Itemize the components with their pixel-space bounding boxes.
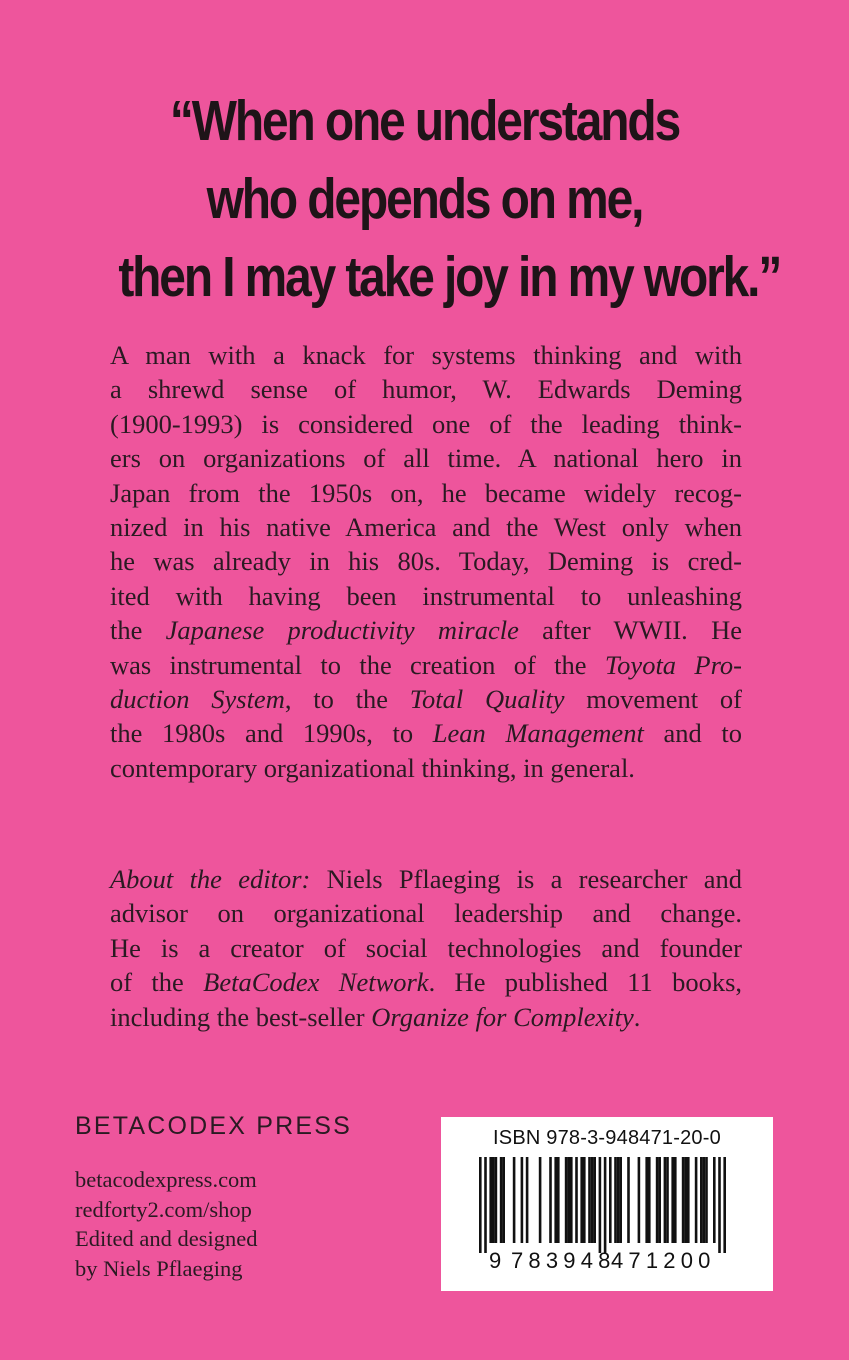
description-line: nized in his native America and the West only when bbox=[110, 511, 742, 542]
about-line: advisor on organizational leadership and change. bbox=[110, 898, 742, 929]
barcode-bar bbox=[617, 1157, 620, 1243]
barcode-bar bbox=[671, 1157, 674, 1243]
barcode-bar bbox=[648, 1157, 651, 1243]
description-line bbox=[110, 682, 742, 716]
barcode-bar bbox=[489, 1157, 492, 1243]
barcode-bar bbox=[554, 1157, 557, 1243]
barcode-bar bbox=[484, 1157, 487, 1253]
barcode-bar bbox=[502, 1157, 505, 1243]
isbn-label: ISBN 978-3-948471-20-0 bbox=[493, 1127, 721, 1149]
description-text: movement of bbox=[564, 683, 742, 714]
about-text: of the bbox=[110, 967, 204, 998]
about-text: including the best-seller bbox=[110, 1001, 372, 1032]
barcode-bar bbox=[492, 1157, 495, 1243]
description-text: , to the bbox=[284, 683, 410, 714]
book-description bbox=[110, 338, 742, 785]
description-text: the 1980s and 1990s, to bbox=[110, 718, 433, 749]
description-line: he was already in his 80s. Today, Deming is cred- bbox=[110, 546, 742, 577]
barcode-bar bbox=[609, 1157, 612, 1243]
barcode-bar bbox=[684, 1157, 687, 1243]
barcode-bar bbox=[567, 1157, 570, 1243]
credit-line: by Niels Pflaeging bbox=[75, 1255, 243, 1281]
barcode-bar bbox=[723, 1157, 726, 1253]
description-text: and to bbox=[643, 718, 743, 749]
barcode-bar bbox=[495, 1157, 498, 1243]
description-line: A man with a knack for systems thinking and with bbox=[110, 340, 742, 370]
barcode-bar bbox=[570, 1157, 573, 1243]
barcode-bar bbox=[500, 1157, 503, 1243]
pull-quote bbox=[60, 82, 789, 316]
barcode-bar bbox=[583, 1157, 586, 1243]
barcode-bar bbox=[614, 1157, 617, 1243]
emphasis-lean-management: Lean Management bbox=[432, 718, 644, 749]
publisher-name: BETACODEX PRESS bbox=[75, 1112, 353, 1140]
barcode-bar bbox=[591, 1157, 594, 1243]
quote-line-3: then I may take joy in my work.” bbox=[118, 245, 781, 309]
ean-first-digit: 9 bbox=[489, 1248, 502, 1273]
description-line: ited with having been instrumental to unleashing bbox=[110, 580, 742, 611]
emphasis-betacodex-network: BetaCodex Network bbox=[203, 967, 429, 998]
barcode-bar bbox=[599, 1157, 602, 1253]
barcode-bar bbox=[695, 1157, 698, 1243]
emphasis-production-system: duction System bbox=[110, 683, 285, 714]
barcode-bar bbox=[713, 1157, 716, 1243]
barcode-bar bbox=[513, 1157, 516, 1243]
isbn-barcode-box bbox=[441, 1117, 773, 1291]
description-text: after WWII. He bbox=[518, 615, 742, 646]
description-line: ers on organizations of all time. A national hero in bbox=[110, 443, 742, 474]
barcode-bar bbox=[700, 1157, 703, 1243]
about-editor bbox=[110, 862, 742, 1034]
emphasis-organize-for-complexity: Organize for Complexity bbox=[371, 1001, 634, 1032]
barcode-bar bbox=[526, 1157, 529, 1243]
about-line bbox=[110, 1000, 742, 1034]
description-line: Japan from the 1950s on, he became widely recog- bbox=[110, 477, 742, 508]
emphasis-total-quality: Total Quality bbox=[409, 683, 565, 714]
barcode-bar bbox=[593, 1157, 596, 1243]
publisher-website: betacodexpress.com bbox=[75, 1167, 257, 1192]
shop-url: redforty2.com/shop bbox=[75, 1196, 252, 1222]
barcode-bar bbox=[549, 1157, 552, 1243]
barcode-bar bbox=[664, 1157, 667, 1243]
emphasis-toyota: Toyota Pro- bbox=[604, 649, 742, 680]
barcode-bar bbox=[674, 1157, 677, 1243]
barcode-bar bbox=[638, 1157, 641, 1243]
about-text: . He published 11 books, bbox=[428, 967, 743, 998]
barcode-bar bbox=[627, 1157, 630, 1243]
about-line: He is a creator of social technologies and founder bbox=[110, 932, 742, 963]
barcode-bar bbox=[539, 1157, 542, 1243]
barcode-bar bbox=[682, 1157, 685, 1243]
about-line bbox=[110, 862, 742, 896]
description-line bbox=[110, 716, 742, 750]
description-line bbox=[110, 648, 742, 682]
description-line: a shrewd sense of humor, W. Edwards Deming bbox=[110, 374, 742, 405]
barcode-bar bbox=[604, 1157, 607, 1253]
quote-line-1: “When one understands bbox=[169, 89, 680, 153]
quote-line-2: who depends on me, bbox=[206, 167, 643, 231]
barcode-bar bbox=[557, 1157, 560, 1243]
about-text: . bbox=[633, 1001, 641, 1032]
barcode-bar bbox=[656, 1157, 659, 1243]
barcode-bar bbox=[619, 1157, 622, 1243]
publisher-info bbox=[75, 1165, 257, 1283]
barcode-bar bbox=[687, 1157, 690, 1243]
barcode-bar bbox=[703, 1157, 706, 1243]
barcode-bar bbox=[705, 1157, 708, 1243]
description-text: the bbox=[110, 615, 166, 646]
about-line bbox=[110, 965, 742, 999]
barcode-bar bbox=[575, 1157, 578, 1243]
barcode-bar bbox=[580, 1157, 583, 1243]
barcode-bar bbox=[658, 1157, 661, 1243]
ean-left-group: 783948 bbox=[511, 1248, 616, 1273]
barcode-bar bbox=[588, 1157, 591, 1243]
barcode-bar bbox=[718, 1157, 721, 1253]
ean-right-group: 471200 bbox=[611, 1248, 716, 1273]
barcode-icon bbox=[479, 1157, 739, 1253]
credit-line: Edited and designed bbox=[75, 1226, 258, 1251]
barcode-bar bbox=[645, 1157, 648, 1243]
description-line: contemporary organizational thinking, in general. bbox=[110, 752, 635, 783]
description-text: was instrumental to the creation of the bbox=[110, 649, 605, 680]
barcode-bar bbox=[565, 1157, 568, 1243]
emphasis-japanese-miracle: Japanese productivity miracle bbox=[165, 615, 519, 646]
description-line: (1900-1993) is considered one of the leading think- bbox=[110, 408, 742, 439]
barcode-bar bbox=[521, 1157, 524, 1243]
barcode-bar bbox=[479, 1157, 482, 1253]
description-line bbox=[110, 613, 742, 647]
barcode-bar bbox=[666, 1157, 669, 1243]
about-label: About the editor: bbox=[110, 864, 311, 894]
about-text: Niels Pflaeging is a researcher and bbox=[310, 864, 742, 894]
